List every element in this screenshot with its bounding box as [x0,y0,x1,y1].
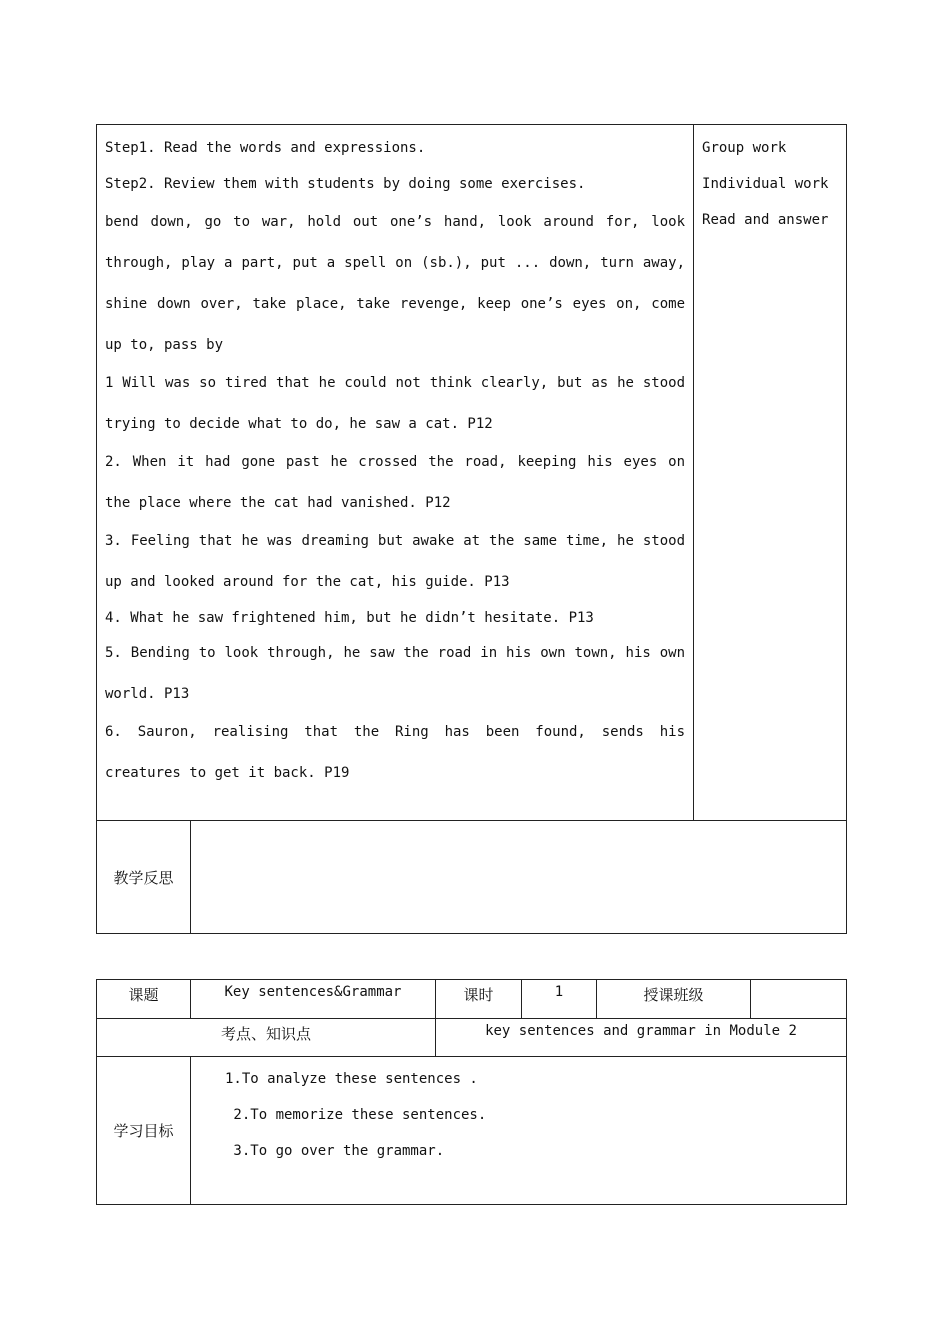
step-2: Step2. Review them with students by doing some exercises. [105,176,586,192]
period-value: 1 [522,980,597,1019]
goal-2: 2.To memorize these sentences. [225,1107,487,1123]
activity-read-answer: Read and answer [702,212,829,228]
steps-cell [97,125,694,821]
topic-value: Key sentences&Grammar [191,980,436,1019]
activities-cell [694,125,847,821]
reflection-field[interactable] [191,821,847,934]
step-1: Step1. Read the words and expressions. [105,140,426,156]
lesson-steps-table [96,124,847,934]
goal-3: 3.To go over the grammar. [225,1143,445,1159]
activity-individual-work: Individual work [702,176,829,192]
knowledge-points-value: key sentences and grammar in Module 2 [436,1019,847,1057]
sentence-4: 4. What he saw frightened him, but he didn’t hesitate. P13 [105,610,594,626]
sentence-6: 6. Sauron, realising that the Ring has been found, sends his creatures to get it back. P19 [105,724,686,781]
class-label: 授课班级 [597,980,751,1019]
learning-goals-cell [191,1057,847,1205]
knowledge-points-label: 考点、知识点 [97,1019,436,1057]
class-value[interactable] [751,980,847,1019]
sentence-5: 5. Bending to look through, he saw the road in his own town, his own world. P13 [105,645,686,702]
topic-label: 课题 [97,980,191,1019]
period-label: 课时 [436,980,522,1019]
sentence-1: 1 Will was so tired that he could not think clearly, but as he stood trying to decide what to do, he saw a cat. P12 [105,375,686,432]
lesson-info-table [96,979,847,1205]
goal-1: 1.To analyze these sentences . [225,1071,478,1087]
sentence-3: 3. Feeling that he was dreaming but awake at the same time, he stood up and looked around for the cat, his guide. P13 [105,533,686,590]
learning-goals-label: 学习目标 [97,1057,191,1205]
activity-group-work: Group work [702,140,787,156]
sentence-2: 2. When it had gone past he crossed the road, keeping his eyes on the place where the cat had vanished. P12 [105,454,686,511]
reflection-label: 教学反思 [97,821,191,934]
phrase-list: bend down, go to war, hold out one’s hand, look around for, look through, play a part, put a spell on (sb.), put ... down, turn away, shine down over, take place, take revenge, keep one’s eyes on, come up to, pass by [105,214,686,353]
